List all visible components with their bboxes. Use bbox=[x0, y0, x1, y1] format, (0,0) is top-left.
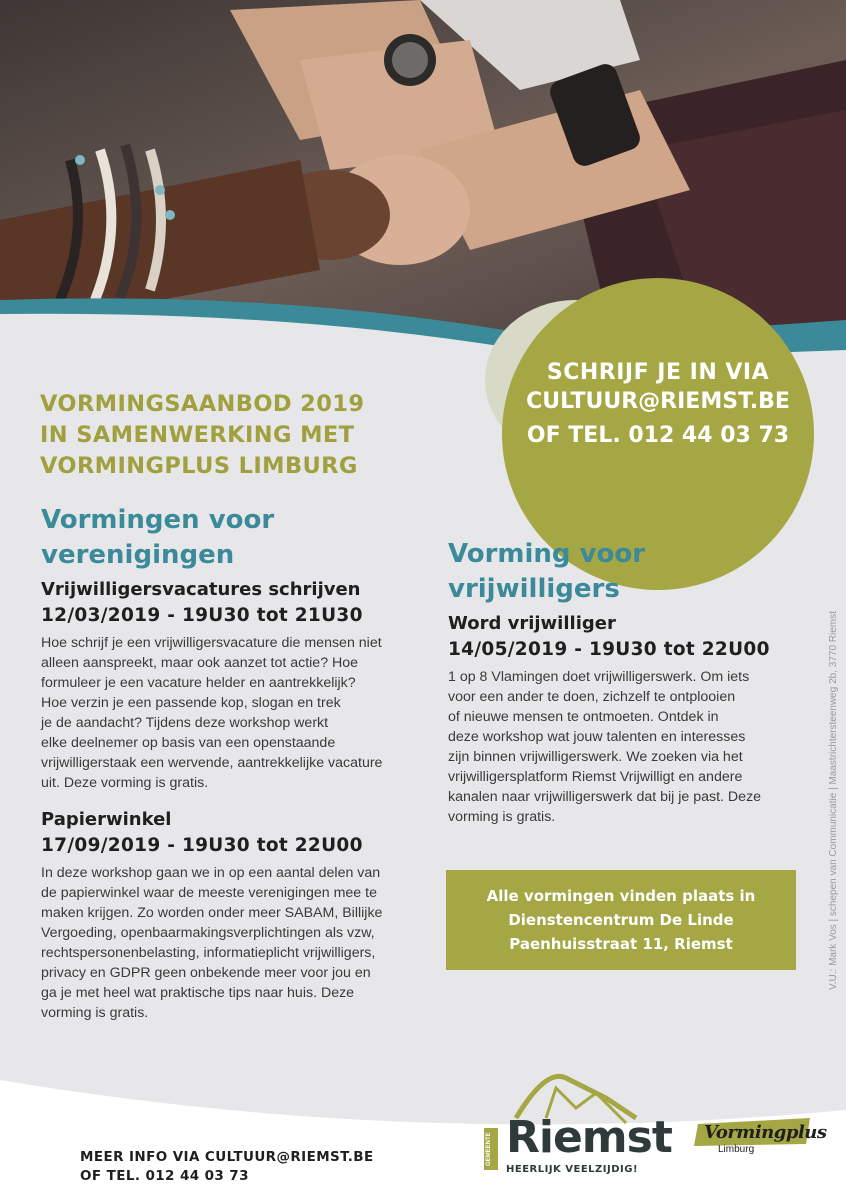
publisher-credit-text: V.U.: Mark Vos | schepen van Communicatie | Maastrichtersteenweg 2b, 3770 Riemst bbox=[828, 611, 839, 990]
workshop-date: 12/03/2019 - 19U30 tot 21U30 bbox=[41, 605, 363, 626]
text-line: vorming is gratis. bbox=[448, 809, 556, 825]
workshop-date: 17/09/2019 - 19U30 tot 22U00 bbox=[41, 835, 363, 856]
workshop-title: Vrijwilligersvacatures schrijven bbox=[41, 579, 361, 600]
riemst-tagline: HEERLIJK VEELZIJDIG! bbox=[506, 1164, 639, 1175]
workshop-description bbox=[41, 633, 421, 793]
text-line: Hoe schrijf je een vrijwilligersvacature die mensen niet bbox=[41, 635, 382, 651]
headline-line-1: VORMINGSAANBOD 2019 bbox=[40, 391, 365, 417]
text-line: de papierwinkel waar de meeste verenigingen mee te bbox=[41, 885, 377, 901]
signup-email[interactable]: CULTUUR@RIEMST.BE bbox=[526, 388, 790, 414]
text-line: In deze workshop gaan we in op een aantal delen van bbox=[41, 865, 381, 881]
riemst-logo bbox=[476, 1068, 676, 1178]
workshop-title: Papierwinkel bbox=[41, 809, 172, 830]
text-line: kanalen naar vrijwilligerswerk dat bij je past. Deze bbox=[448, 789, 762, 805]
workshop-date: 14/05/2019 - 19U30 tot 22U00 bbox=[448, 639, 770, 660]
workshop-description bbox=[41, 863, 421, 1023]
right-column bbox=[448, 537, 793, 827]
vormingplus-region: Limburg bbox=[718, 1144, 755, 1155]
text-line: formuleer je een vacature helder en aantrekkelijk? bbox=[41, 675, 356, 691]
text-line: zijn binnen vrijwilligerswerk. We zoeken via het bbox=[448, 749, 743, 765]
location-line-3: Paenhuisstraat 11, Riemst bbox=[509, 935, 733, 953]
text-line: ga je met heel wat praktische tips naar huis. Deze bbox=[41, 985, 355, 1001]
gemeente-text: GEMEENTE bbox=[486, 1132, 492, 1166]
text-line: vrijwilligerstaak een wervende, aantrekkelijke vacature bbox=[41, 755, 383, 771]
publisher-credit bbox=[826, 560, 842, 1000]
section-title-verenigingen bbox=[41, 503, 421, 573]
signup-line-1: SCHRIJF JE IN VIA bbox=[546, 359, 770, 385]
vormingplus-logo bbox=[694, 1118, 827, 1168]
text-line: Vergoeding, openbaarmakingsverplichtingen als vzw, bbox=[41, 925, 375, 941]
text-line: elke deelnemer op basis van een openstaande bbox=[41, 735, 336, 751]
headline bbox=[40, 389, 460, 482]
workshop-vacatures bbox=[41, 577, 421, 793]
section-title-line-1: Vorming voor bbox=[448, 539, 646, 569]
headline-line-2: IN SAMENWERKING MET bbox=[40, 422, 355, 448]
left-column bbox=[41, 503, 421, 1023]
text-line: vorming is gratis. bbox=[41, 1005, 149, 1021]
riemst-wordmark: Riemst bbox=[506, 1112, 672, 1163]
location-box bbox=[446, 870, 796, 970]
gemeente-label bbox=[484, 1128, 498, 1170]
text-line: rechtspersonenbelasting, informatieplicht vrijwilligers, bbox=[41, 945, 376, 961]
text-line: maken krijgen. Zo worden onder meer SABAM, Billijke bbox=[41, 905, 383, 921]
location-line-1: Alle vormingen vinden plaats in bbox=[486, 887, 756, 905]
headline-line-3: VORMINGPLUS LIMBURG bbox=[40, 453, 358, 479]
vormingplus-wordmark: Vormingplus bbox=[704, 1122, 827, 1143]
text-line: uit. Deze vorming is gratis. bbox=[41, 775, 209, 791]
text-line: deze workshop wat jouw talenten en interesses bbox=[448, 729, 746, 745]
workshop-title: Word vrijwilliger bbox=[448, 613, 616, 634]
text-line: voor een ander te doen, zichzelf te ontplooien bbox=[448, 689, 736, 705]
workshop-papierwinkel bbox=[41, 807, 421, 1023]
section-title-vrijwilligers bbox=[448, 537, 793, 607]
text-line: Hoe verzin je een passende kop, slogan en trek bbox=[41, 695, 341, 711]
location-line-2: Dienstencentrum De Linde bbox=[508, 911, 734, 929]
text-line: vrijwilligersplatform Riemst Vrijwilligt en andere bbox=[448, 769, 743, 785]
signup-phone[interactable]: OF TEL. 012 44 03 73 bbox=[526, 422, 790, 448]
text-line: je de aandacht? Tijdens deze workshop werkt bbox=[41, 715, 329, 731]
section-title-line-1: Vormingen voor bbox=[41, 505, 275, 535]
section-title-line-2: verenigingen bbox=[41, 540, 235, 570]
footer-email[interactable]: MEER INFO VIA CULTUUR@RIEMST.BE bbox=[80, 1149, 374, 1165]
footer-phone[interactable]: OF TEL. 012 44 03 73 bbox=[80, 1168, 249, 1184]
text-line: 1 op 8 Vlamingen doet vrijwilligerswerk. Om iets bbox=[448, 669, 750, 685]
text-line: of nieuwe mensen te ontmoeten. Ontdek in bbox=[448, 709, 719, 725]
footer-contact bbox=[80, 1148, 374, 1186]
text-line: alleen aanspreekt, maar ook aanzet tot actie? Hoe bbox=[41, 655, 359, 671]
workshop-description bbox=[448, 667, 793, 827]
text-line: privacy en GDPR geen onbekende meer voor jou en bbox=[41, 965, 371, 981]
section-title-line-2: vrijwilligers bbox=[448, 574, 620, 604]
